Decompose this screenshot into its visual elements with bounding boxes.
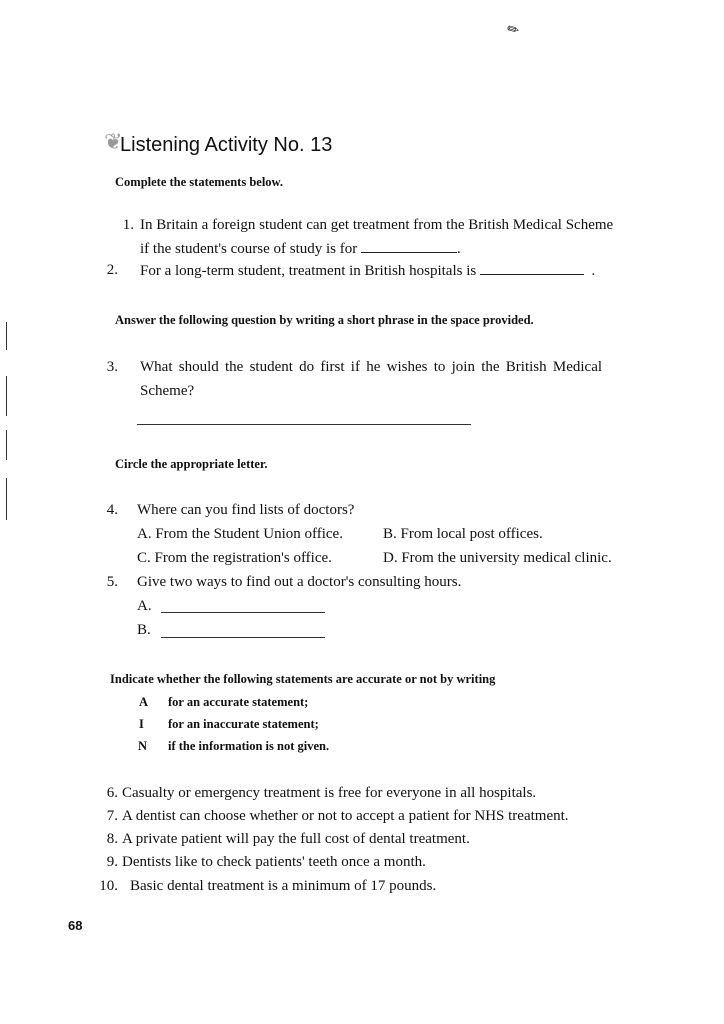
code-letter: N <box>138 739 148 753</box>
option-a[interactable]: A. From the Student Union office. <box>137 526 343 542</box>
item-number: 9. <box>106 854 118 870</box>
answer-line[interactable] <box>161 637 325 638</box>
item-number: 3. <box>106 359 118 375</box>
option-c[interactable]: C. From the registration's office. <box>137 550 332 566</box>
item-number: 8. <box>106 831 118 847</box>
item-text: In Britain a foreign student can get treatment from the British Medical Scheme <box>140 217 614 233</box>
code-meaning: if the information is not given. <box>168 739 330 753</box>
item-number: 5. <box>106 574 118 590</box>
section-heading-short-answer: Answer the following question by writing a short phrase in the space provided. <box>115 313 534 327</box>
answer-label-a: A. <box>137 598 152 614</box>
scan-edge-mark <box>6 322 7 350</box>
answer-blank[interactable] <box>480 262 584 275</box>
answer-label-b: B. <box>137 622 151 638</box>
code-meaning: for an inaccurate statement; <box>168 717 319 731</box>
scan-edge-mark <box>6 478 7 520</box>
item-text: Give two ways to find out a doctor's consulting hours. <box>137 574 462 590</box>
page-number: 68 <box>68 918 83 933</box>
code-meaning: for an accurate statement; <box>168 695 309 709</box>
code-letter: A <box>139 695 149 709</box>
scan-edge-mark <box>6 430 7 460</box>
item-number: 2. <box>106 262 118 278</box>
section-heading-indicate: Indicate whether the following statements are accurate or not by writing <box>110 672 496 686</box>
item-text: For a long-term student, treatment in British hospitals is . <box>140 263 596 279</box>
code-letter: I <box>139 717 144 731</box>
page-title: Listening Activity No. 13 <box>120 134 333 156</box>
item-number: 7. <box>106 808 118 824</box>
item-text: A dentist can choose whether or not to accept a patient for NHS treatment. <box>122 808 569 824</box>
item-number: 1. <box>122 217 134 233</box>
item-text: What should the student do first if he wishes to join the British Medical <box>140 359 603 375</box>
scan-edge-mark <box>6 376 7 416</box>
item-text: Basic dental treatment is a minimum of 17 pounds. <box>130 878 437 894</box>
answer-line[interactable] <box>137 424 471 425</box>
item-text: Scheme? <box>140 383 195 399</box>
item-number: 10. <box>99 878 118 894</box>
item-number: 6. <box>106 785 118 801</box>
pen-mark: ✎ <box>505 21 523 40</box>
item-number: 4. <box>106 502 118 518</box>
section-heading-circle: Circle the appropriate letter. <box>115 457 268 471</box>
option-d[interactable]: D. From the university medical clinic. <box>383 550 612 566</box>
option-b[interactable]: B. From local post offices. <box>383 526 543 542</box>
answer-line[interactable] <box>161 612 325 613</box>
item-text: if the student's course of study is for . <box>140 241 461 257</box>
answer-blank[interactable] <box>361 240 457 253</box>
item-text: Where can you find lists of doctors? <box>137 502 355 518</box>
item-text: A private patient will pay the full cost of dental treatment. <box>122 831 470 847</box>
item-text: Casualty or emergency treatment is free for everyone in all hospitals. <box>122 785 537 801</box>
ornament-icon: ❦ <box>104 130 123 155</box>
section-heading-complete: Complete the statements below. <box>115 175 284 189</box>
item-text: Dentists like to check patients' teeth once a month. <box>122 854 426 870</box>
